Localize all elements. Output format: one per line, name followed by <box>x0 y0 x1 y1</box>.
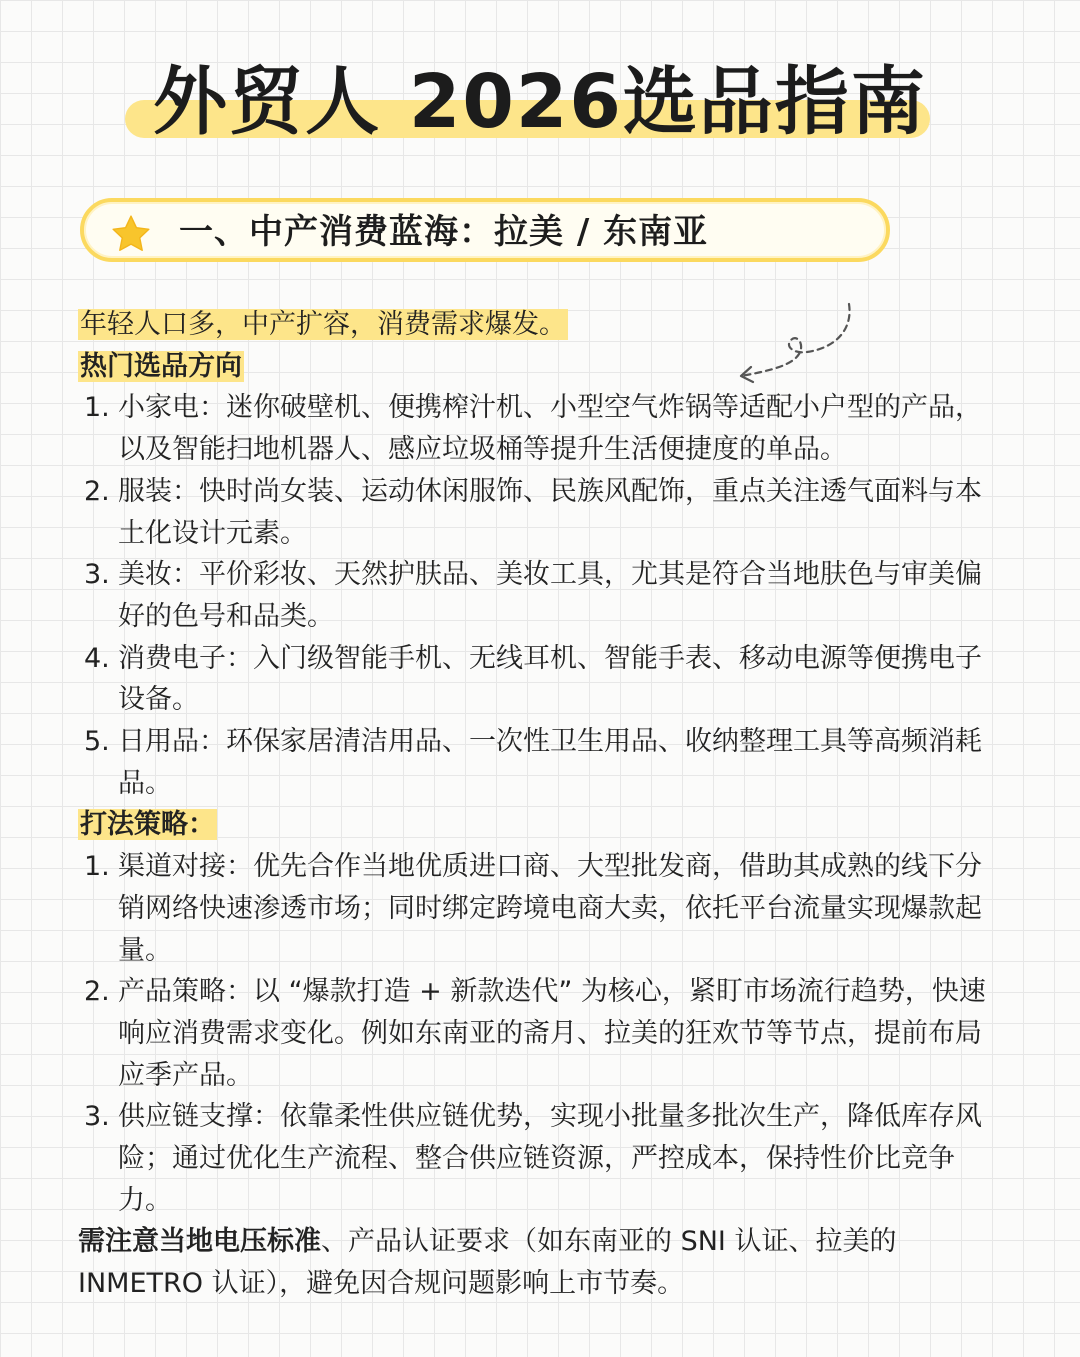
list-item: 1. 小家电：迷你破壁机、便携榨汁机、小型空气炸锅等适配小户型的产品，以及智能扫地机器人、感应垃圾桶等提升生活便捷度的单品。 <box>84 392 982 466</box>
section-header <box>80 198 890 262</box>
list-item: 2. 服装：快时尚女装、运动休闲服饰、民族风配饰，重点关注透气面料与本土化设计元素。 <box>84 475 982 549</box>
strategy-list <box>78 846 1008 1221</box>
list-item: 3. 美妆：平价彩妆、天然护肤品、美妆工具，尤其是符合当地肤色与审美偏好的色号和品类。 <box>84 559 982 632</box>
list-item: 3. 供应链支撑：依靠柔性供应链优势，实现小批量多批次生产，降低库存风险；通过优化生产流程、整合供应链资源，严控成本，保持性价比竞争力。 <box>84 1101 982 1216</box>
star-icon <box>110 213 152 255</box>
hot-products-heading: 热门选品方向 <box>80 350 242 382</box>
intro-text: 年轻人口多，中产扩容，消费需求爆发。 <box>80 309 566 340</box>
page-title: 外贸人 2026选品指南 <box>153 59 927 145</box>
list-item: 1. 渠道对接：优先合作当地优质进口商、大型批发商，借助其成熟的线下分销网络快速渗透市场；同时绑定跨境电商大卖，依托平台流量实现爆款起量。 <box>84 851 982 966</box>
list-item: 5. 日用品：环保家居清洁用品、一次性卫生用品、收纳整理工具等高频消耗品。 <box>84 726 982 799</box>
note-rest: 、产品认证要求（如东南亚的 SNI 认证、拉美的 INMETRO 认证），避免因合规问题影响上市节奏。 <box>78 1226 897 1300</box>
content <box>78 304 1008 1305</box>
note <box>78 1221 1008 1304</box>
hot-products-list <box>78 387 1008 804</box>
list-item: 4. 消费电子：入门级智能手机、无线耳机、智能手表、移动电源等便携电子设备。 <box>84 642 982 716</box>
title-wrap <box>0 52 1080 152</box>
strategy-heading: 打法策略： <box>80 809 215 841</box>
note-bold: 需注意当地电压标准 <box>78 1226 321 1258</box>
list-item: 2. 产品策略：以 “爆款打造 + 新款迭代” 为核心，紧盯市场流行趋势，快速响应消费需求变化。例如东南亚的斋月、拉美的狂欢节等节点，提前布局应季产品。 <box>84 976 986 1091</box>
section-title: 一、中产消费蓝海：拉美 / 东南亚 <box>179 212 709 252</box>
intro <box>78 304 1008 346</box>
